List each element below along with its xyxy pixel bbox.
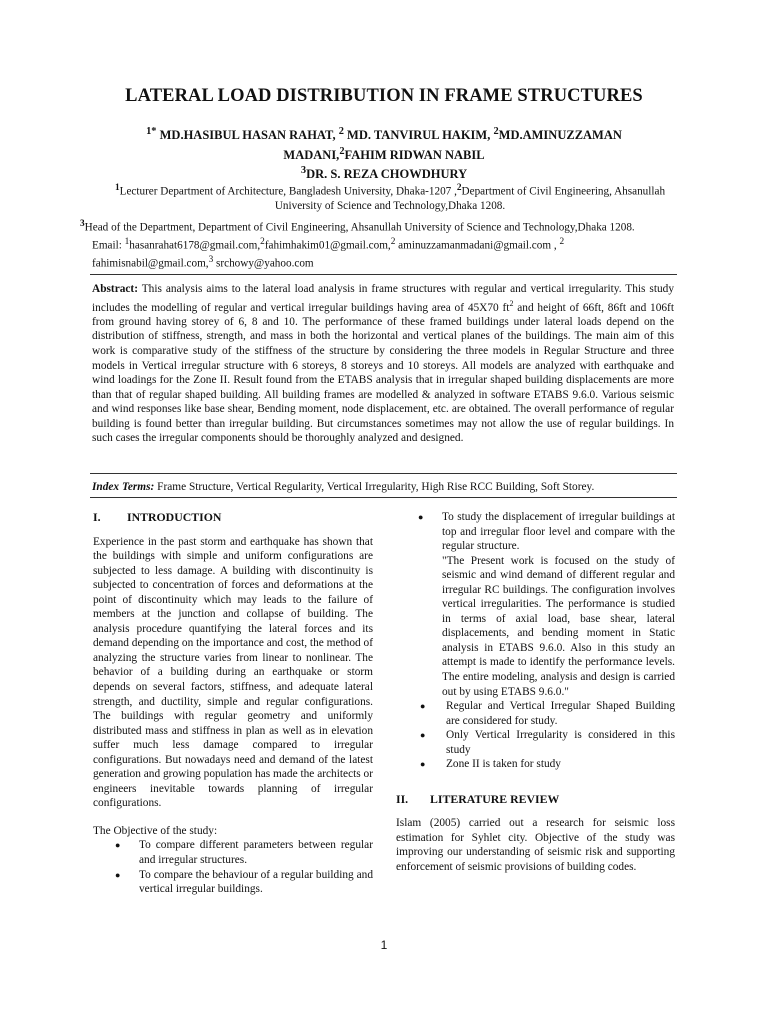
index-terms-rule xyxy=(90,497,677,498)
index-terms-label: Index Terms: xyxy=(92,481,155,493)
intro-paragraph: Experience in the past storm and earthquake has shown that the buildings with simple and uniform configurations are subjected to less damage. A building with discontinuity is subjected to concentration of forces and deformations at the point of discontinuity which may leads to the failure of members at the junction and collapse of building. The analysis procedure quantifying the lateral forces and its demand depending on the importance and cost, the method of analyzing the structure varies from linear to nonlinear. The behavior of a building during an earthquake or storm depends on several factors, stiffness, and adequate lateral strength, and ductility, simple and regular configurations. The buildings with regular geometry and uniformly distributed mass and stiffness in plan as well as in elevation suffer much less damage compared to irregular configurations. But nowadays need and demand of the latest generation and growing population has made the architects or engineers inevitable towards planning of irregular configurations. xyxy=(93,535,373,810)
section-heading-literature-review xyxy=(396,792,675,807)
list-item xyxy=(396,757,675,772)
author-sup: 2 xyxy=(338,126,344,137)
list-item-text: To compare the behaviour of a regular building and vertical irregular buildings. xyxy=(139,868,373,896)
email-sup: 2 xyxy=(559,237,565,247)
author-name: MD.AMINUZZAMAN xyxy=(498,128,622,143)
bullet-icon: ● xyxy=(115,840,121,851)
list-item-text: Only Vertical Irregularity is considered in this study xyxy=(446,729,675,756)
affiliation-3 xyxy=(80,217,700,235)
email-address[interactable]: hasanrahat6178@gmail.com, xyxy=(129,239,261,252)
list-item xyxy=(396,728,675,757)
section-title: LITERATURE REVIEW xyxy=(430,791,560,806)
affiliation-1-2 xyxy=(80,181,700,214)
author-sup: 2 xyxy=(339,145,345,157)
author-sup: 3 xyxy=(300,165,307,177)
objective-heading: The Objective of the study: xyxy=(93,824,218,837)
bullet-icon: ● xyxy=(420,759,426,770)
list-item-text: To study the displacement of irregular buildings at top and irregular floor level and compare with the regular structure. xyxy=(442,511,675,553)
section-number: II. xyxy=(396,791,409,806)
left-column xyxy=(93,510,373,897)
email-sup: 2 xyxy=(260,237,265,247)
section-heading-introduction xyxy=(93,510,373,525)
abstract-text: This analysis aims to the lateral load analysis in frame structures with regular and vertical irregularity. This study includes the modelling of regular and vertical irregular buildings having area of 45X70 ft xyxy=(92,283,674,314)
bullet-icon: ● xyxy=(115,869,121,880)
author-name: MADANI, xyxy=(283,147,340,162)
index-terms xyxy=(92,480,682,495)
author-name: FAHIM RIDWAN NABIL xyxy=(344,147,485,162)
abstract-sup: 2 xyxy=(509,298,514,308)
email-sup: 3 xyxy=(208,255,214,266)
email-address[interactable]: fahimisnabil@gmail.com, xyxy=(92,257,209,270)
affiliation-sup: 2 xyxy=(456,183,462,193)
paper-title: LATERAL LOAD DISTRIBUTION IN FRAME STRUCTURES xyxy=(125,86,643,106)
abstract-top-rule xyxy=(90,274,677,275)
literature-paragraph: Islam (2005) carried out a research for seismic loss estimation for Syhlet city. Objective of the study was improving our understanding of seismic risk and supporting enforcement of seismic provisions of building codes. xyxy=(396,817,675,874)
abstract xyxy=(92,282,674,446)
affiliation-sup: 1 xyxy=(114,183,120,193)
objective-list-cont xyxy=(396,510,675,772)
affiliation-text: Department of Civil Engineering, Ahsanullah xyxy=(461,185,666,198)
email-address[interactable]: srchowy@yahoo.com xyxy=(213,257,314,270)
bullet-icon: ● xyxy=(418,512,424,522)
email-address[interactable]: aminuzzamanmadani@gmail.com , xyxy=(395,239,560,252)
page-number: 1 xyxy=(380,938,388,952)
right-column xyxy=(396,510,675,875)
bullet-icon: ● xyxy=(420,701,426,712)
list-item xyxy=(396,510,675,699)
list-item xyxy=(93,838,373,867)
email-sup: 1 xyxy=(124,237,130,247)
email-sup: 2 xyxy=(390,237,396,247)
index-terms-text: Frame Structure, Vertical Regularity, Vertical Irregularity, High Rise RCC Building, Soft Storey. xyxy=(154,481,595,493)
list-item xyxy=(93,868,373,897)
affiliation-sup: 3 xyxy=(80,218,85,229)
affiliations xyxy=(80,181,700,235)
author-name: DR. S. REZA CHOWDHURY xyxy=(306,167,468,182)
list-item-text: Regular and Vertical Irregular Shaped Building are considered for study. xyxy=(446,700,675,727)
list-item-text: Zone II is taken for study xyxy=(446,758,561,771)
author-sup: 1* xyxy=(146,126,157,137)
author-line-2 xyxy=(60,144,708,164)
affiliation-text: Head of the Department, Department of Civil Engineering, Ahsanullah University of Science and Technology,Dhaka 1208. xyxy=(84,221,635,234)
author-sup: 2 xyxy=(493,126,499,137)
list-item-text: "The Present work is focused on the study of seismic and wind demand of different regular and irregular RC buildings. The configuration involves vertical irregularities. The performance is studied in terms of axial load, base shear, lateral displacements, and bending moment in Static analysis in ETABS 9.6.0. Also in this study an attempt is made to identify the performance levels. The entire modeling, analysis and design is carried out by using ETABS 9.6.0." xyxy=(442,554,675,698)
objective-list xyxy=(93,838,373,896)
affiliation-text: University of Science and Technology,Dhaka 1208. xyxy=(274,200,506,213)
author-name: MD.HASIBUL HASAN RAHAT, xyxy=(156,128,339,143)
abstract-text: and height of 66ft, 86ft and 106ft from ground having storey of 6, 8 and 10. The performance of these framed buildings under lateral loads depend on the distribution of stiffness, strength, and mass in both the horizontal and vertical planes of the buildings. The main aim of this work is comparative study of the stiffness of the structure by considering the three models in Regular Structure and three models in Vertical irregular structure with 6 storeys, 8 storeys and 10 storeys. All models are analyzed with earthquake and wind loadings for the Zone II. Result found from the ETABS analysis that in irregular shaped building displacements are more than that of regular shaped building. All building frames are modelled & analyzed in software ETABS 9.6.0. Various seismic and wind responses like base shear, Bending moment, node displacement, etc. are obtained. The overall performance of regular building is found better than irregular building. But circumstances sometimes may not allow the use of regular buildings. In such cases the irregular components should be thoroughly analyzed and designed. xyxy=(92,301,674,445)
abstract-label: Abstract: xyxy=(92,283,138,295)
affiliation-text: Lecturer Department of Architecture, Bangladesh University, Dhaka-1207 , xyxy=(119,185,457,198)
author-line-1 xyxy=(60,124,708,144)
section-number: I. xyxy=(93,510,101,524)
bullet-icon: ● xyxy=(420,730,426,741)
email-block xyxy=(92,235,692,271)
section-title: INTRODUCTION xyxy=(127,510,222,524)
email-address[interactable]: fahimhakim01@gmail.com, xyxy=(264,239,391,252)
list-item-text: To compare different parameters between regular and irregular structures. xyxy=(139,839,373,867)
author-name: MD. TANVIRUL HAKIM, xyxy=(343,128,494,143)
author-list xyxy=(60,124,708,183)
list-item xyxy=(396,699,675,728)
abstract-bottom-rule xyxy=(90,473,677,474)
email-label: Email: xyxy=(92,239,125,252)
